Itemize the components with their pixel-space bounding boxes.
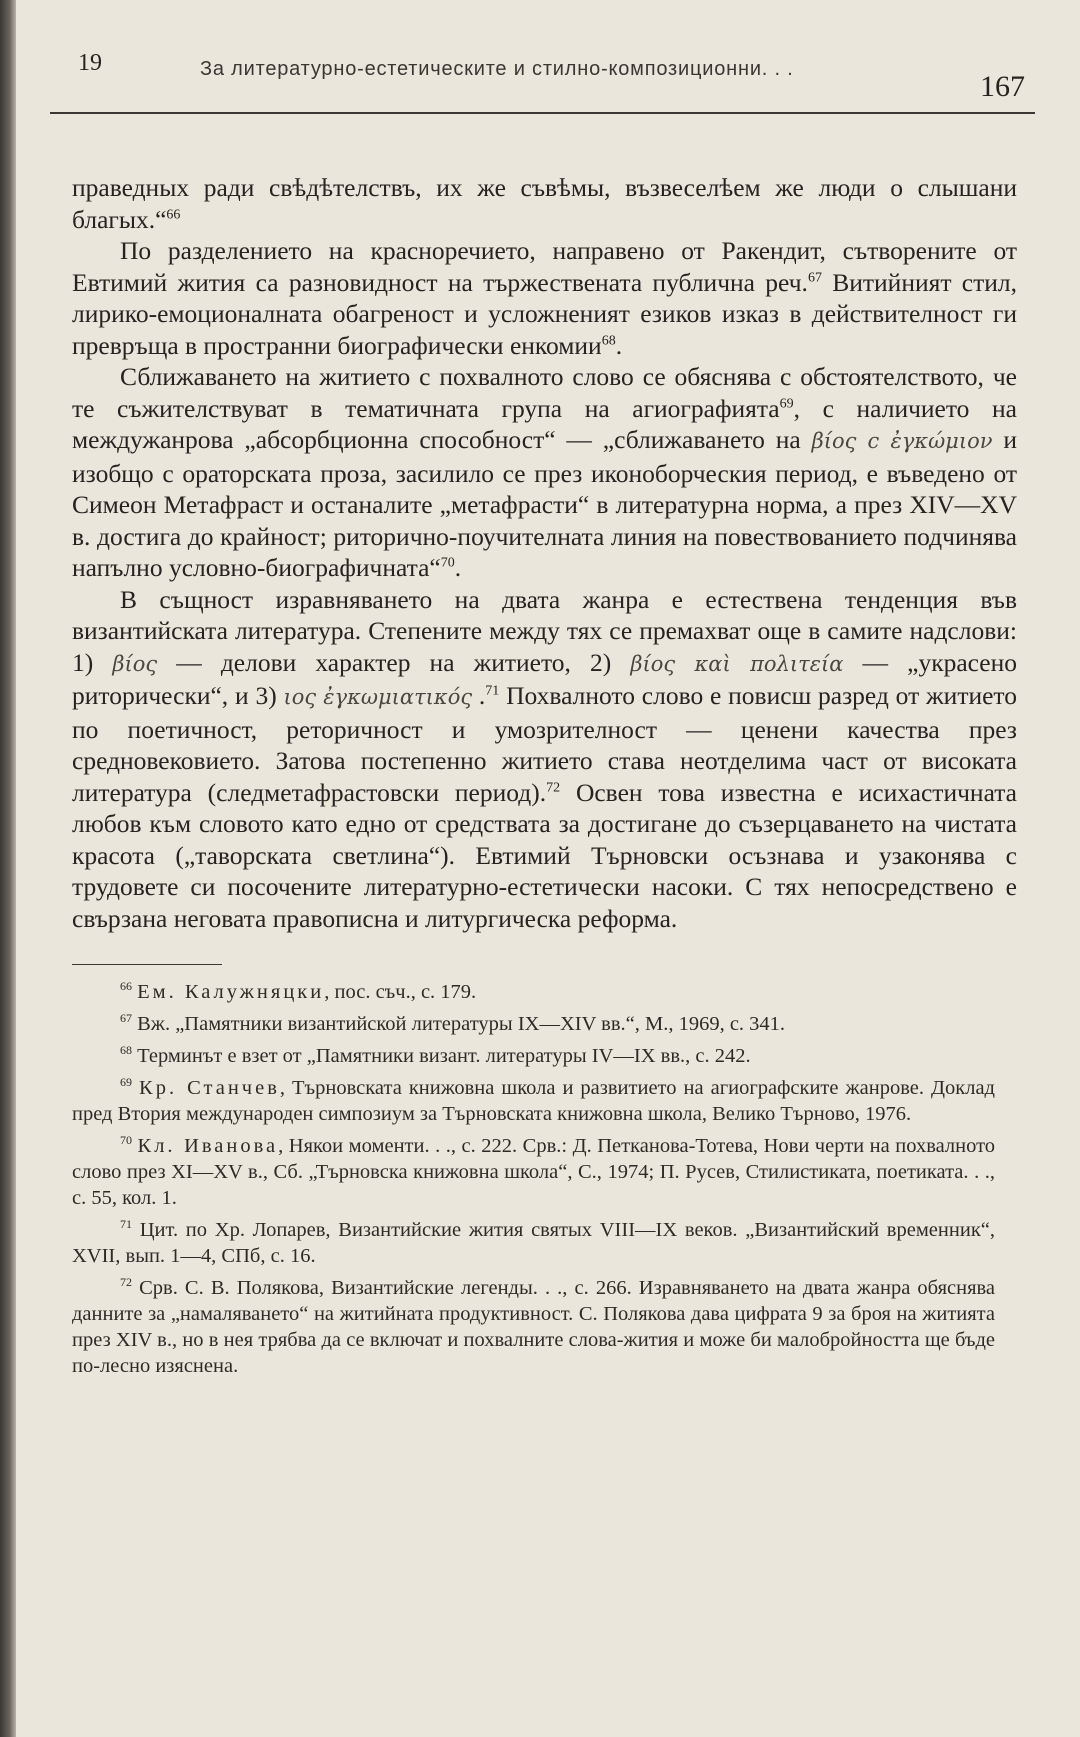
- footnote-text: , Византийские легенды. . ., с. 266. Изравняването на двата жанра обяснява данните за „намаляването“ на житийната продуктивност. С. Полякова дава цифрата 9 за броя на житията през XIV в., но в нея трябва да се включат и похвалните слова-жития и може би малобройността ще бъде по-лесно изяснена.: [72, 1277, 996, 1377]
- footnote-separator: [72, 964, 222, 965]
- footnote-ref[interactable]: 72: [546, 780, 561, 795]
- footnote-number: 71: [120, 1217, 132, 1232]
- running-title: За литературно-естетическите и стилно-композиционни. . .: [200, 58, 794, 80]
- greek-term: βίος с ἐγκώμιον: [811, 429, 993, 453]
- footnote-number: 68: [120, 1043, 132, 1058]
- footnote-number: 69: [120, 1075, 132, 1090]
- paragraph-text: , с наличието на междужанрова „абсорбционна способност“ — „сближаването на: [72, 393, 1017, 454]
- footnote-text: , Византийские жития святых VIII—IX веков. „Византийский временник“, XVII, вып. 1—4, СПб, с. 16.: [72, 1219, 996, 1267]
- paragraph-text: праведных ради свѣдѣтелствъ, их же съвѣмы, възвеселѣем же люди о слышани благых.“: [72, 173, 1017, 234]
- footnote-ref[interactable]: 71: [485, 683, 500, 699]
- book-page: [50, 40, 1035, 1385]
- footnote-author: Ем. Калужняцки: [137, 981, 325, 1003]
- footnote-text: , пос. съч., с. 179.: [324, 981, 477, 1003]
- paragraph-text: Освен това известна е исихастичната любов към словото като едно от средствата за достигане до съзерцаването на чистата красота („таворската светлина“). Евтимий Търновски осъзнава и узаконява с трудовете си посочените литературно-естетически насоки. С тях непосредствено е свързана неговата правописна и литургическа реформа.: [72, 777, 1018, 933]
- greek-term: βίος καὶ πολιτεία: [630, 651, 844, 676]
- paragraph-2: [72, 235, 1017, 361]
- paragraph-text: Сближаването на житието с похвалното слово се обяснява с обстоятелството, че те съжителствуват в тематичната група на агиографията: [72, 362, 1017, 423]
- footnote-author: Цит. по Хр. Лопарев: [139, 1219, 326, 1241]
- greek-term: βίος: [112, 651, 158, 676]
- footnote-ref[interactable]: 67: [807, 270, 822, 285]
- footnote-ref[interactable]: 68: [601, 333, 616, 348]
- footnote-text: , Търновската книжовна школа и развитието на агиографските жанрове. Доклад пред Втория международен симпозиум за Търновската книжовна школа, Велико Търново, 1976.: [72, 1077, 995, 1125]
- footnote-ref[interactable]: 66: [166, 207, 181, 222]
- footnote-text: Терминът е взет от „Памятники визант. литературы IV—IX вв., с. 242.: [137, 1045, 751, 1067]
- paragraph-text: — делови характер на житието, 2): [157, 647, 631, 677]
- footnote-number: 72: [120, 1275, 132, 1290]
- running-head: [50, 40, 1035, 114]
- book-binding-edge: [0, 0, 16, 1737]
- footnote-68: [72, 1043, 995, 1069]
- footnote-ref[interactable]: 69: [779, 396, 794, 411]
- footnote-author: Кр. Станчев: [139, 1077, 280, 1099]
- paragraph-text: .: [472, 681, 486, 710]
- footnote-66: [72, 979, 995, 1005]
- footnote-70: [72, 1133, 995, 1211]
- footnote-text: , Някои моменти. . ., с. 222. Срв.: Д. Петканова-Тотева, Нови черти на похвалното слово през XI—XV в., Сб. „Търновска книжовна школа“, С., 1974; П. Русев, Стилистиката, поетиката. . ., с. 55, кол. 1.: [72, 1135, 996, 1209]
- footnote-69: [72, 1075, 995, 1127]
- paragraph-text: .: [615, 330, 623, 360]
- page-number: 167: [980, 70, 1025, 103]
- footnote-number: 70: [120, 1133, 132, 1148]
- footnote-number: 66: [120, 979, 132, 994]
- footnote-72: [72, 1275, 995, 1379]
- footnotes: [50, 979, 1035, 1379]
- paragraph-4: [72, 584, 1017, 935]
- footnote-author: Кл. Иванова: [137, 1135, 279, 1157]
- greek-term: ιος ἐγκωμιατικός: [283, 685, 473, 709]
- footnote-ref[interactable]: 70: [440, 555, 455, 571]
- page-number-left: 19: [78, 50, 102, 76]
- paragraph-3: [72, 361, 1017, 584]
- footnote-71: [72, 1217, 995, 1269]
- paragraph-text: и изобщо с ораторската проза, засилило се през иконоборческия период, е въведено от Симеон Метафраст и останалите „метафрасти“ в литературна норма, а през XIV—XV в. достига до крайност; риторично-поучителната линия на повествованието подчинява напълно условно-биографичната“: [72, 425, 1017, 582]
- paragraph-text: — „украсено риторически“, и 3): [72, 647, 1017, 710]
- footnote-number: 67: [120, 1011, 132, 1026]
- footnote-67: [72, 1011, 995, 1037]
- paragraph-1: [72, 172, 1017, 235]
- paragraph-text: По разделението на красноречието, направено от Ракендит, сътворените от Евтимий жития са разновидност на тържествената публична реч.: [72, 236, 1017, 297]
- paragraph-text: Похвалното слово е повисш разред от житието по поетичност, реторичност и умозрителност — ценени качества през средновековието. Затова постепенно житието става неотделима част от високата литература (следметафрастовски период).: [72, 681, 1017, 807]
- main-text: [50, 172, 1035, 934]
- footnote-text: Вж. „Памятники византийской литературы IX—XIV вв.“, М., 1969, с. 341.: [137, 1013, 786, 1035]
- footnote-author: Срв. С. В. Полякова: [139, 1277, 319, 1299]
- paragraph-text: Витийният стил, лирико-емоционалната обагреност и усложненият езиков изказ в действителност ги превръща в пространни биографически енкомии: [72, 267, 1017, 360]
- paragraph-text: В същност изравняването на двата жанра е естествена тенденция във византийската литература. Степените между тях се премахват още в самите надслови: 1): [72, 584, 1017, 677]
- paragraph-text: .: [454, 553, 462, 582]
